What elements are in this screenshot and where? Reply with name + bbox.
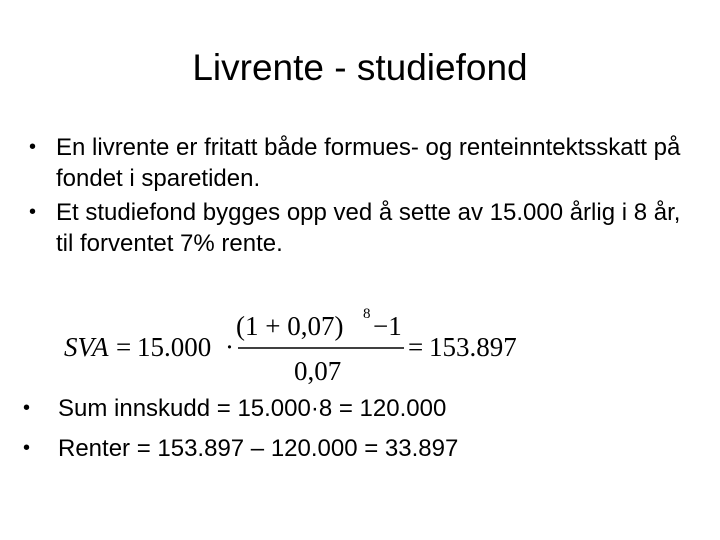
formula-numerator-base: (1 + 0,07) xyxy=(236,311,344,341)
formula-exponent: 8 xyxy=(363,306,371,322)
bullet-item xyxy=(26,132,696,194)
bullet-item xyxy=(26,197,696,259)
bullet-text: En livrente er fritatt både formues- og renteinntektsskatt på fondet i sparetiden. xyxy=(56,134,681,192)
bullet-marker: • xyxy=(23,437,31,459)
formula-numerator-minus-one: −1 xyxy=(373,311,402,341)
formula-equals: = xyxy=(116,332,132,362)
formula-coefficient: 15.000 xyxy=(137,332,212,362)
formula-equals-result: = xyxy=(408,332,424,362)
formula-sva xyxy=(64,300,544,386)
formula-multiply-dot: · xyxy=(225,332,234,362)
bullet-text: Renter = 153.897 – 120.000 = 33.897 xyxy=(58,435,459,462)
bullet-marker: • xyxy=(29,201,37,223)
formula-graphic xyxy=(64,300,544,386)
slide-title: Livrente - studiefond xyxy=(192,47,528,88)
bullet-text: Et studiefond bygges opp ved å sette av 15.000 årlig i 8 år, til forventet 7% rente. xyxy=(56,199,681,257)
bullet-item xyxy=(20,433,700,464)
formula-result: 153.897 xyxy=(429,332,517,362)
bullet-marker: • xyxy=(23,397,31,419)
formula-lhs: SVA xyxy=(64,332,109,362)
bullet-list-bottom xyxy=(20,393,700,473)
bullet-marker: • xyxy=(29,136,37,158)
bullet-item xyxy=(20,393,700,424)
bullet-text: Sum innskudd = 15.000·8 = 120.000 xyxy=(58,395,447,422)
formula-denominator: 0,07 xyxy=(294,356,342,386)
bullet-list-top xyxy=(26,132,696,262)
